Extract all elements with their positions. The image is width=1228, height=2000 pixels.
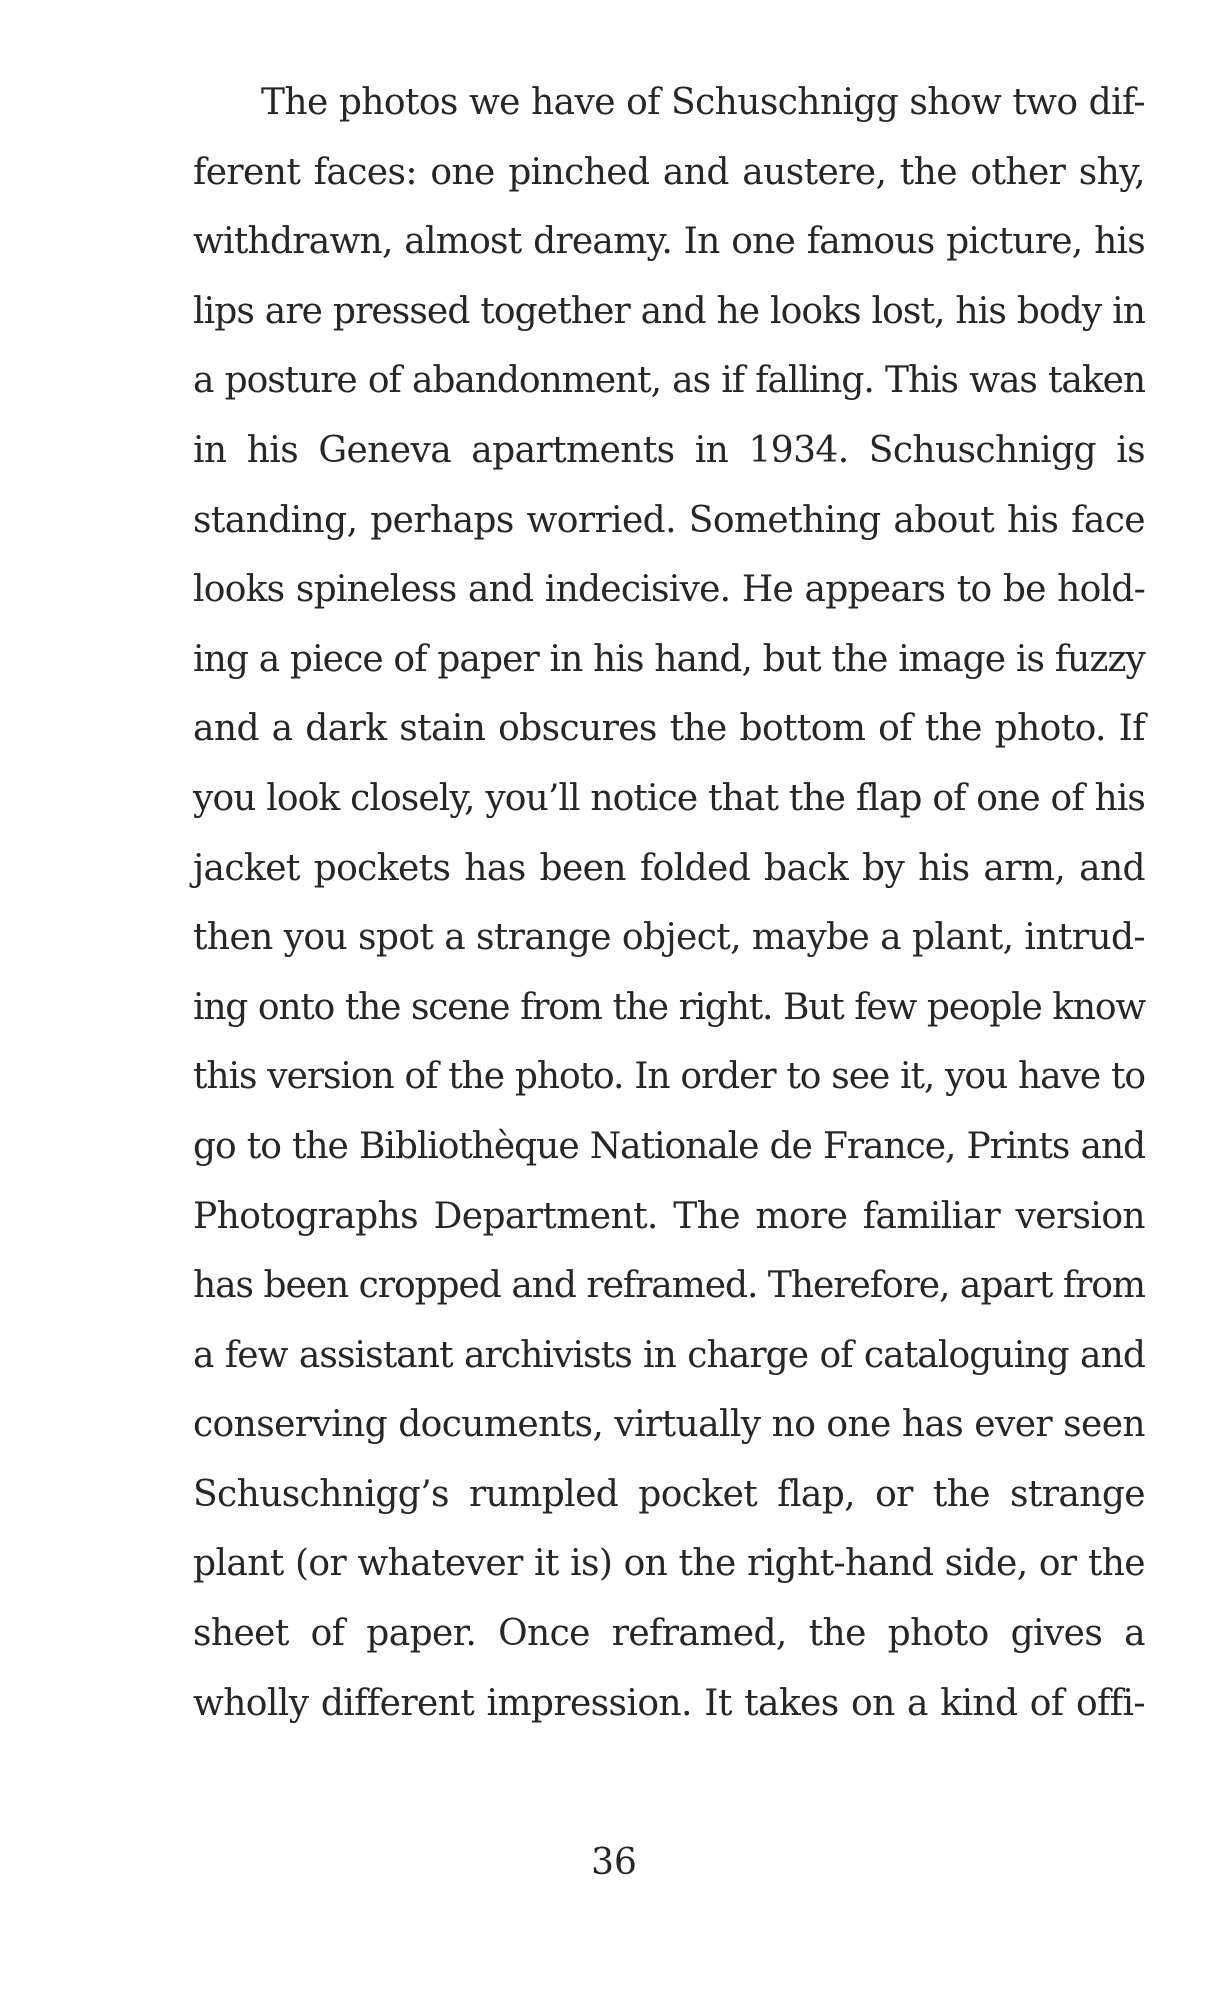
text-line: The photos we have of Schuschnigg show two dif- <box>261 82 1145 123</box>
page-number: 36 <box>591 1842 637 1883</box>
text-line: you look closely, you’ll notice that the flap of one of his <box>193 777 1145 819</box>
text-line: looks spineless and indecisive. He appears to be hold- <box>193 569 1145 611</box>
text-line: conserving documents, virtually no one has ever seen <box>193 1404 1145 1446</box>
text-line: ferent faces: one pinched and austere, the other shy, <box>193 151 1145 193</box>
text-line: jacket pockets has been folded back by his arm, and <box>193 847 1145 889</box>
text-line: a few assistant archivists in charge of cataloguing and <box>193 1334 1145 1376</box>
text-line: wholly different impression. It takes on a kind of offi- <box>193 1682 1145 1724</box>
text-line: and a dark stain obscures the bottom of the photo. If <box>193 708 1145 750</box>
text-line: withdrawn, almost dreamy. In one famous picture, his <box>193 221 1145 263</box>
text-line: a posture of abandonment, as if falling. This was taken <box>193 360 1145 402</box>
text-line: ing onto the scene from the right. But few people know <box>193 986 1145 1028</box>
text-line: ing a piece of paper in his hand, but the image is fuzzy <box>193 638 1145 680</box>
text-line: plant (or whatever it is) on the right-hand side, or the <box>193 1543 1145 1585</box>
text-line: Schuschnigg’s rumpled pocket flap, or the strange <box>193 1473 1145 1515</box>
text-line: lips are pressed together and he looks lost, his body in <box>193 290 1145 332</box>
body-paragraph <box>193 68 1145 1738</box>
text-line: go to the Bibliothèque Nationale de France, Prints and <box>193 1125 1145 1167</box>
text-line: standing, perhaps worried. Something about his face <box>193 499 1145 541</box>
text-line: in his Geneva apartments in 1934. Schuschnigg is <box>193 429 1145 471</box>
text-line: Photographs Department. The more familiar version <box>193 1195 1145 1237</box>
text-line: sheet of paper. Once reframed, the photo gives a <box>193 1613 1145 1655</box>
text-line: this version of the photo. In order to see it, you have to <box>193 1056 1145 1098</box>
text-line: then you spot a strange object, maybe a plant, intrud- <box>193 917 1145 959</box>
text-line: has been cropped and reframed. Therefore, apart from <box>193 1265 1145 1307</box>
